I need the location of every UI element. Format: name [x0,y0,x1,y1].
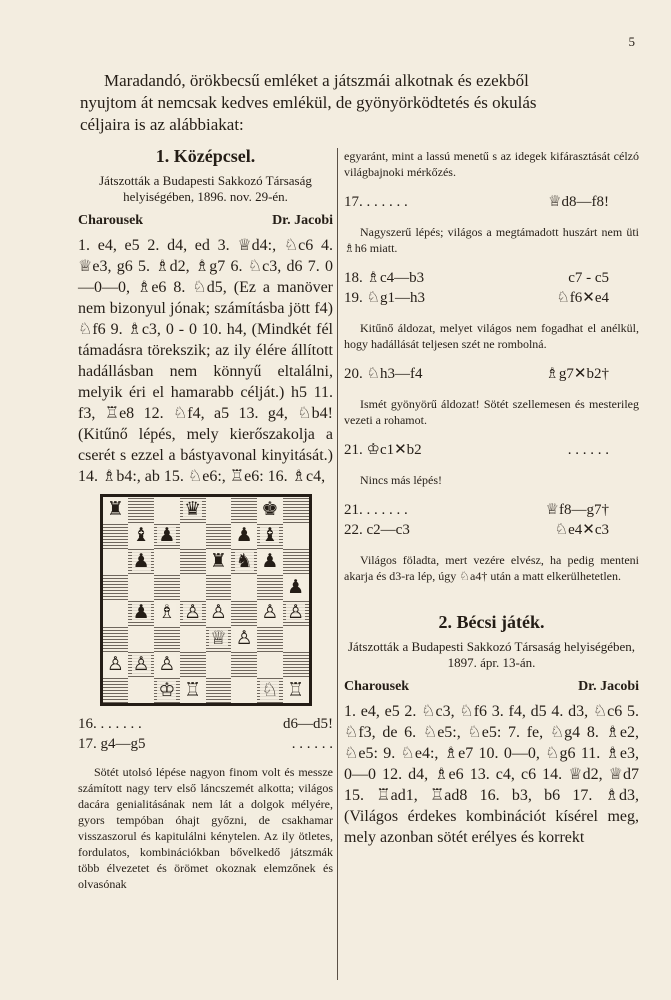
intro-line-3: céljaira is az alábbiakat: [80,115,244,134]
chess-piece-icon: ♙ [106,653,124,675]
chess-piece-icon: ♙ [287,602,305,624]
move-17b-black: ♕d8—f8! [548,194,609,210]
move-17-number: 17. [78,736,97,752]
chess-piece-icon: ♙ [158,653,176,675]
game1-players [78,213,333,229]
board-square [180,652,206,678]
move-20-black: ♗g7✕b2† [545,366,609,382]
move-19-number: 19. [344,290,363,306]
board-square [128,574,154,600]
chess-piece-icon: ♞ [235,550,253,572]
move-21 [344,440,639,460]
chess-piece-icon: ♕ [209,628,227,650]
board-square [206,677,232,703]
game2-black-player: Dr. Jacobi [578,679,639,694]
chess-piece-icon: ♙ [261,602,279,624]
board-square [103,497,129,523]
move-16-black: d6—d5! [283,716,333,732]
board-square [103,523,129,549]
board-square [283,549,309,575]
board-square [257,549,283,575]
game2-venue: Játszották a Budapesti Sakkozó Társaság helyiségében, 1897. ápr. 13-án. [347,639,636,670]
move-22-number: 22. [344,522,363,538]
move-22 [344,520,639,540]
move-21-black: . . . . . . [567,442,609,458]
board-square [180,677,206,703]
move-17b-number: 17. . . . . . . [344,194,408,210]
move-20-number: 20. [344,366,363,382]
chess-piece-icon: ♛ [184,499,202,521]
chess-piece-icon: ♙ [132,653,150,675]
move-21b-black: ♕f8—g7† [545,502,609,518]
board-square [128,677,154,703]
board-square [257,626,283,652]
board-square [154,652,180,678]
board-square [180,574,206,600]
left-column [78,146,333,892]
chess-piece-icon: ♔ [158,679,176,701]
game2-title: 2. Bécsi játék. [438,612,545,632]
move-19-white: ♘g1—h3 [366,290,425,306]
move-17-white: g4—g5 [100,736,146,752]
board-square [231,574,257,600]
board-square [206,652,232,678]
board-square [231,549,257,575]
continuation-text: egyaránt, mint a lassú menetű s az idegek kifárasztását célzó világbajnoki mérkőzés. [344,149,639,179]
board-square [128,600,154,626]
board-square [206,549,232,575]
board-square [103,677,129,703]
board-square [154,677,180,703]
note-21: Nincs más lépés! [360,473,442,487]
chess-piece-icon: ♚ [261,499,279,521]
board-square [180,626,206,652]
note-17b: Nagyszerű lépés; világos a megtámadott huszárt nem üti ♗h6 miatt. [344,225,639,255]
game1-white-player: Charousek [78,213,144,228]
board-square [257,677,283,703]
board-square [257,497,283,523]
game1-venue: Játszották a Budapesti Sakkozó Társaság helyiségében, 1896. nov. 29-én. [99,173,312,204]
right-column [344,148,639,848]
board-square [231,652,257,678]
move-20-white: ♘h3—f4 [366,366,423,382]
move-19-black: ♘f6✕e4 [556,290,609,306]
board-square [154,600,180,626]
board-square [283,600,309,626]
board-square [206,574,232,600]
move-21b-number: 21. . . . . . . [344,502,408,518]
move-18-white: ♗c4—b3 [366,270,425,286]
chess-piece-icon: ♙ [209,602,227,624]
game2-players [344,679,639,695]
board-square [257,523,283,549]
board-square [257,652,283,678]
board-square [180,497,206,523]
board-square [283,497,309,523]
note-20: Ismét gyönyörű áldozat! Sötét szellemesen és mesterileg vezeti a rohamot. [344,397,639,427]
board-square [128,626,154,652]
board-square [206,600,232,626]
move-18 [344,268,639,288]
column-divider [337,148,338,980]
board-square [180,600,206,626]
move-22-white: c2—c3 [366,522,410,538]
board-square [180,523,206,549]
intro-paragraph [80,70,636,136]
board-square [103,652,129,678]
board-square [231,497,257,523]
chess-piece-icon: ♟ [261,550,279,572]
chess-piece-icon: ♖ [287,679,305,701]
board-square [103,600,129,626]
board-square [283,626,309,652]
board-square [206,626,232,652]
move-20 [344,364,639,384]
chess-piece-icon: ♘ [261,679,279,701]
move-17 [78,734,333,754]
note-22: Világos föladta, mert vezére elvész, ha pedig menteni akarja és d3-ra lép, úgy ♘a4† után a matt elkerülhetetlen. [344,553,639,583]
board-square [154,523,180,549]
move-18-black: c7 - c5 [568,270,609,286]
board-square [154,626,180,652]
board-square [128,549,154,575]
chess-piece-icon: ♗ [158,602,176,624]
game2-white-player: Charousek [344,679,410,694]
board-square [180,549,206,575]
move-17b [344,192,639,212]
move-17-black: . . . . . . [291,736,333,752]
chess-piece-icon: ♟ [235,525,253,547]
board-square [231,626,257,652]
board-square [283,677,309,703]
board-square [257,600,283,626]
chess-piece-icon: ♟ [158,525,176,547]
chess-piece-icon: ♟ [287,576,305,598]
chess-board-diagram [100,494,312,706]
chess-piece-icon: ♟ [132,550,150,572]
chess-piece-icon: ♙ [235,628,253,650]
board-square [283,652,309,678]
move-18-number: 18. [344,270,363,286]
intro-line-2: nyujtom át nemcsak kedves emlékül, de gyönyörködtetés és okulás [80,93,537,112]
board-square [206,497,232,523]
board-square [128,523,154,549]
game1-title: 1. Középcsel. [155,146,256,166]
chess-piece-icon: ♟ [132,602,150,624]
board-square [231,523,257,549]
board-square [103,549,129,575]
board-square [231,677,257,703]
move-21-number: 21. [344,442,363,458]
board-square [257,574,283,600]
board-square [128,652,154,678]
board-square [283,574,309,600]
board-square [283,523,309,549]
game2-moves: 1. e4, e5 2. ♘c3, ♘f6 3. f4, d5 4. d3, ♘c6 5. ♘f3, de 6. ♘e5:, ♘e5: 7. fe, ♘g4 8. ♗e2, ♘e5: 9. ♘e4:, ♗e7 10. 0—0, ♘g6 11. ♗e3, 0—0 12. d4, ♗e6 13. c4, c6 14. ♕d2, ♕d7 15. ♖ad1, ♖ad8 16. b3, b6 17. ♗d3, (Világos érdekes kombinációt kísérel meg, mely azonban sötét erélyes és korrekt [344,703,639,846]
move-16-number: 16. . . . . . . [78,716,142,732]
board-square [231,600,257,626]
chess-piece-icon: ♜ [106,499,124,521]
game1-moves: 1. e4, e5 2. d4, ed 3. ♕d4:, ♘c6 4. ♕e3, g6 5. ♗d2, ♗g7 6. ♘c3, d6 7. 0—0—0, ♗e6 8. ♘d5, (Ez a manöver nem bizonyul jónak; számításba jött f4) ♘f6 9. ♗c3, 0 - 0 10. h4, (Mindkét fél támadásra törekszik; az ily élére állított hadállásban nem könnyű eltalálni, melyik éri el hamarabb célját.) h5 11. f3, ♖e8 12. ♘f4, a5 13. g4, ♘b4! (Kitűnő lépés, mely kierőszakolja a cserét s ezzel a bástyavonal kinyitását.) 14. ♗b4:, ab 15. ♘e6:, ♖e6: 16. ♗c4, [78,237,333,485]
board-square [154,574,180,600]
board-square [103,626,129,652]
move-21-white: ♔c1✕b2 [366,442,422,458]
move-22-black: ♘e4✕c3 [554,522,609,538]
chess-piece-icon: ♙ [184,602,202,624]
chess-piece-icon: ♝ [261,525,279,547]
intro-line-1: Maradandó, örökbecsű emléket a játszmái alkotnak és ezekből [104,71,529,90]
page-number: 5 [628,34,635,49]
board-square [154,497,180,523]
chess-piece-icon: ♝ [132,525,150,547]
note-19: Kitűnő áldozat, melyet világos nem fogadhat el anélkül, hogy hadállását teljesen szét ne rombolná. [344,321,639,351]
board-square [154,549,180,575]
chess-piece-icon: ♖ [184,679,202,701]
board-square [128,497,154,523]
move-21b [344,500,639,520]
note-17: Sötét utolsó lépése nagyon finom volt és messze számított nagy terv első láncszemét alkotta; világos dacára genialitásának nem lát a dolgok mélyére, gyors tempóban óhajt győzni, de csakhamar visszaszorul és kapitulálni kénytelen. Az ily ötletes, fordulatos, kombinációkban bővelkedő játszmák több élvezetet és örömet okoznak elemzőnek és olvasónak [78,765,333,891]
board-square [206,523,232,549]
move-19 [344,288,639,308]
move-16 [78,714,333,734]
game1-black-player: Dr. Jacobi [272,213,333,228]
board-square [103,574,129,600]
chess-piece-icon: ♜ [209,550,227,572]
